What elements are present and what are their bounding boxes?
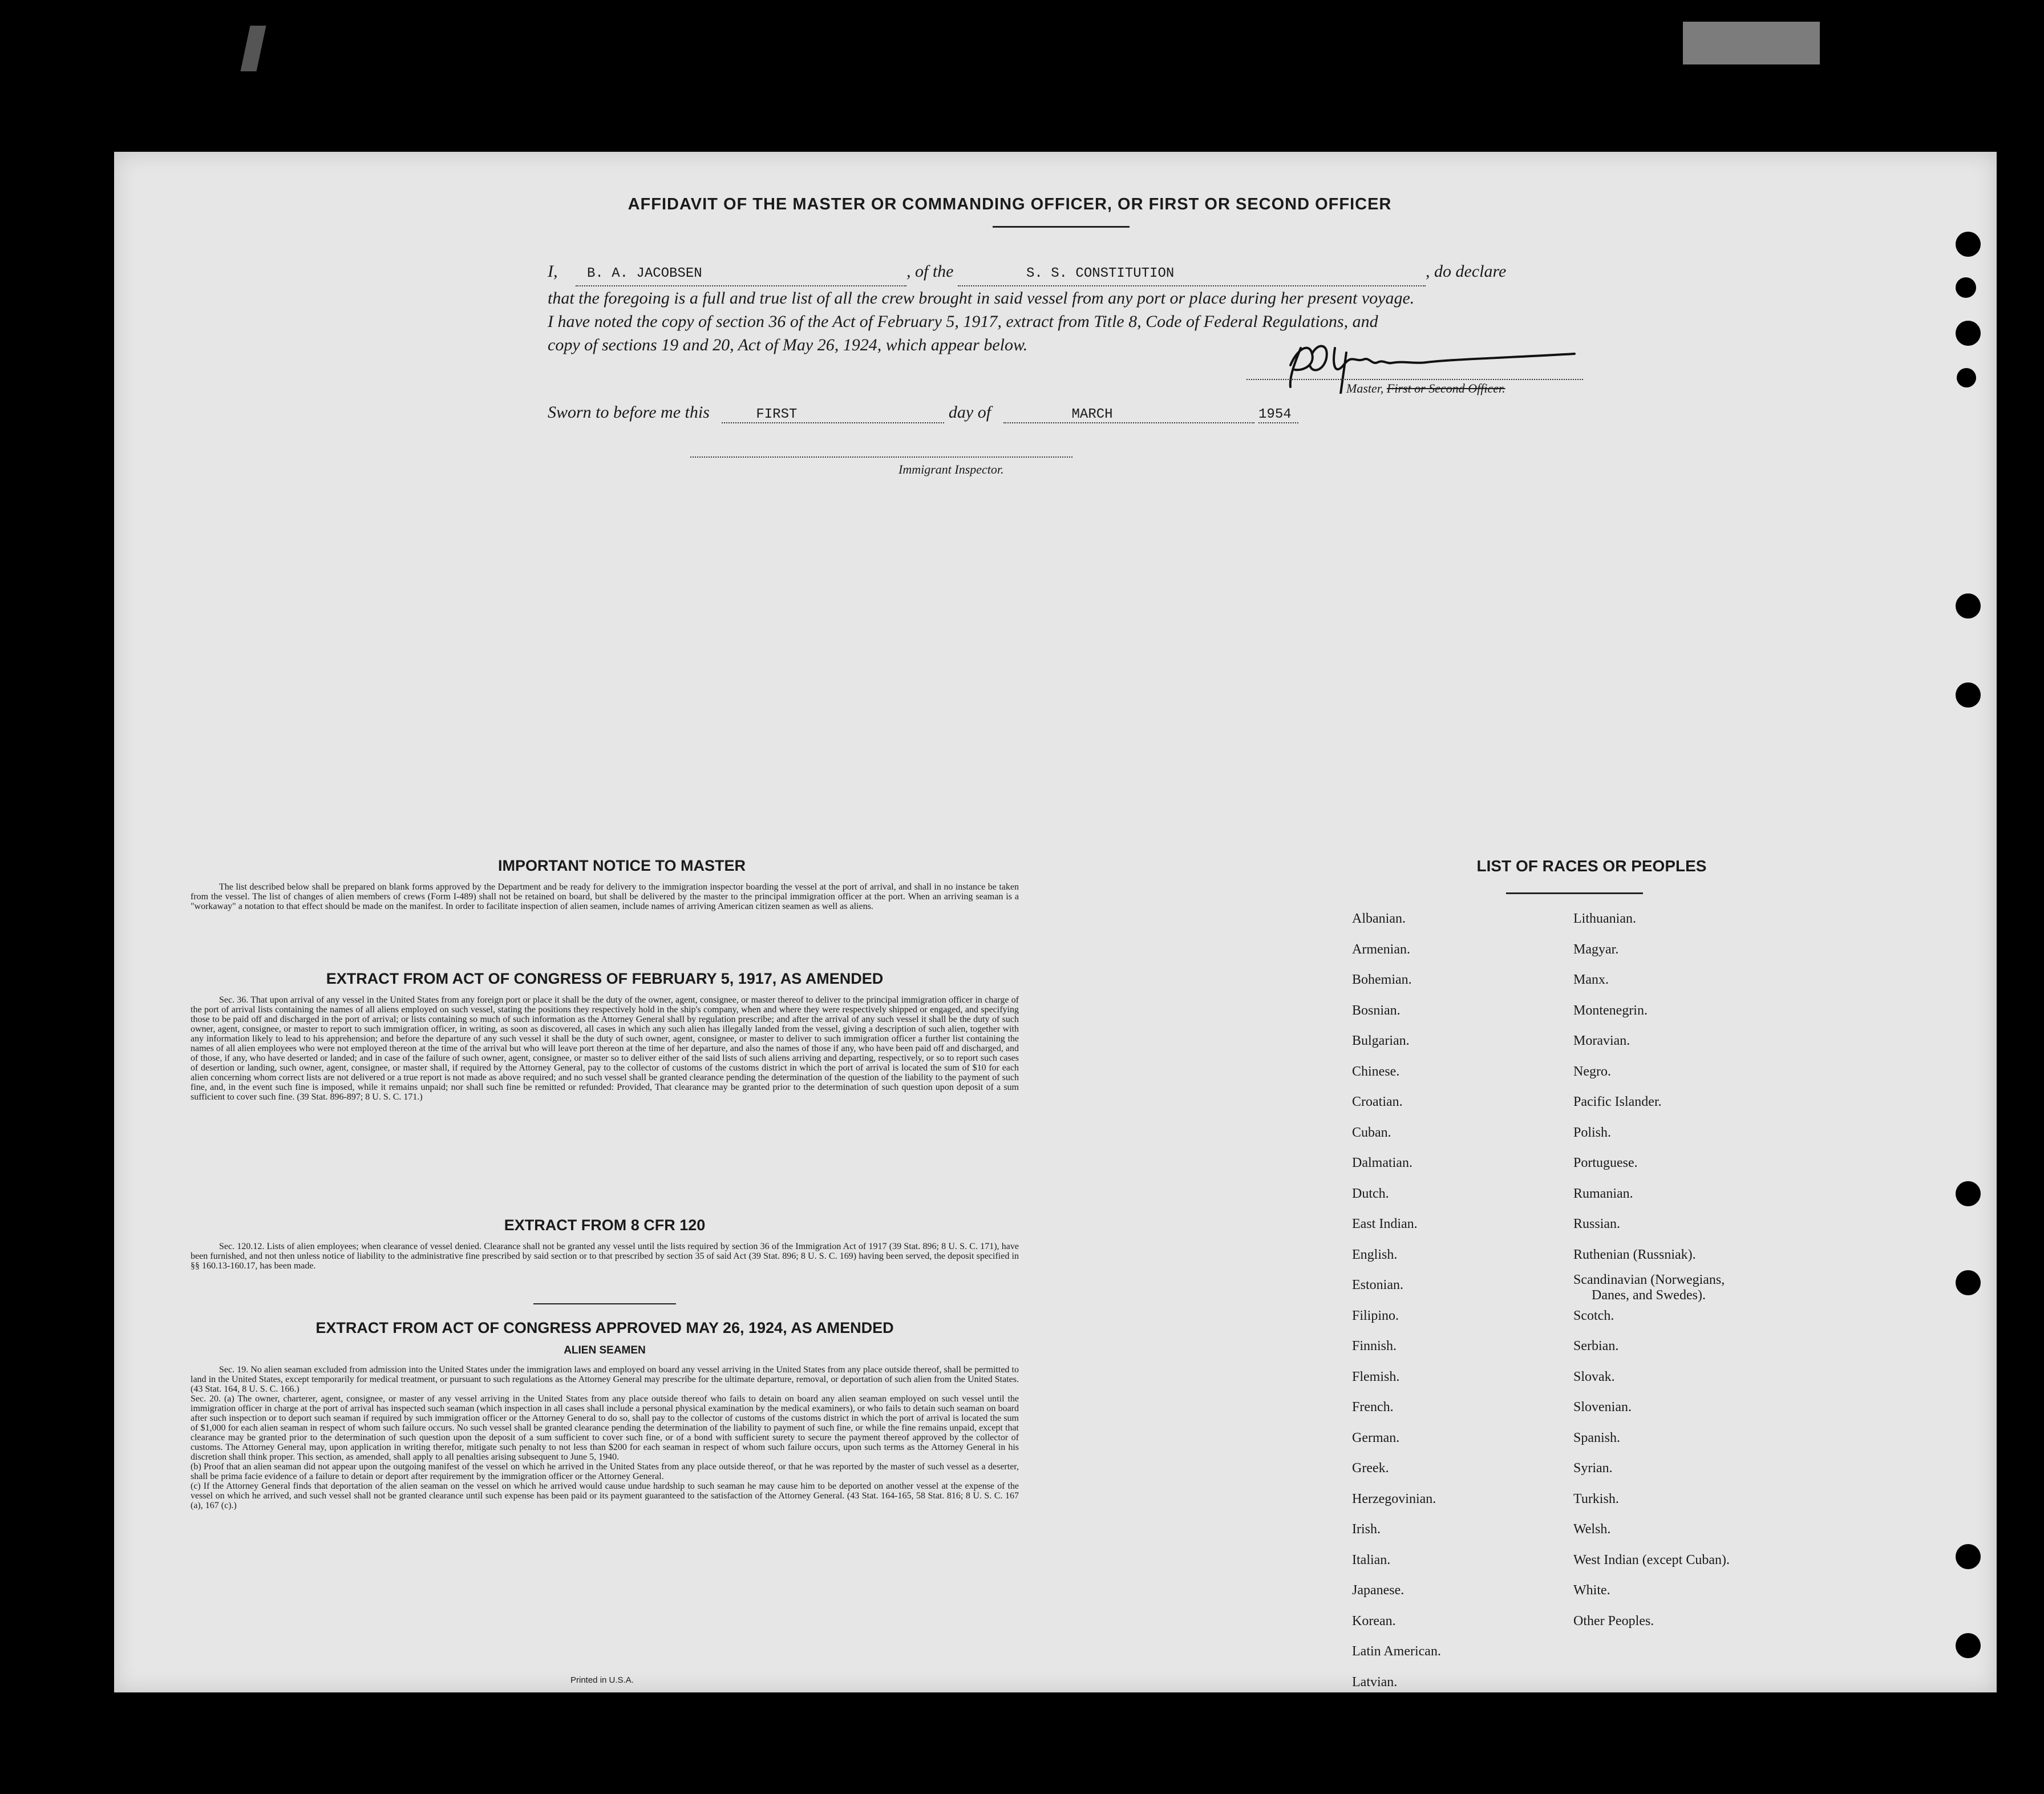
race-item: Latin American.	[1352, 1644, 1441, 1659]
race-item: Magyar.	[1573, 942, 1619, 957]
affidavit-line-2: that the foregoing is a full and true list of all the crew brought in said vessel from any port or place during her present voyage.	[548, 289, 1415, 308]
race-item: Chinese.	[1352, 1064, 1400, 1079]
race-item: Negro.	[1573, 1064, 1611, 1079]
races-left-column	[1352, 904, 1557, 1698]
extract-cfr-body: Sec. 120.12. Lists of alien employees; when clearance of vessel denied. Clearance shall not be granted any vessel until the lists required by section 36 of the Immigration Act of 1917 (39 Stat. 896; 8 U. S. C. 171), have been furnished, and not then unless notice of liability to the administrative fine prescribed by said section or to that prescribed by section 35 of said Act (39 Stat. 896; 8 U. S. C. 169) having been served, the deposit specified in §§ 160.13-160.17, has been made.	[191, 1242, 1019, 1271]
race-item: Russian.	[1573, 1217, 1621, 1231]
signature-title	[1346, 381, 1505, 396]
races-title-underline	[1506, 892, 1643, 894]
race-item: Portuguese.	[1573, 1155, 1638, 1170]
punch-hole	[1956, 232, 1981, 257]
races-right-column	[1573, 904, 1836, 1637]
punch-hole	[1956, 1633, 1981, 1658]
race-item: Armenian.	[1352, 942, 1410, 957]
torn-paper-fragment	[1683, 22, 1820, 64]
race-item: White.	[1573, 1583, 1610, 1598]
punch-hole	[1957, 368, 1976, 387]
race-item: French.	[1352, 1400, 1394, 1415]
title-underline	[993, 226, 1130, 228]
punch-hole	[1956, 277, 1976, 298]
paper-scrap	[240, 26, 266, 71]
i-label: I,	[548, 262, 558, 281]
inspector-signature-line	[690, 456, 1072, 458]
race-item: Bulgarian.	[1352, 1033, 1410, 1048]
punch-hole	[1956, 593, 1981, 619]
race-item: Manx.	[1573, 972, 1609, 987]
race-item: Cuban.	[1352, 1125, 1391, 1140]
race-item: East Indian.	[1352, 1217, 1418, 1231]
punch-hole	[1956, 1181, 1981, 1206]
affidavit-line-4: copy of sections 19 and 20, Act of May 26, 1924, which appear below.	[548, 336, 1028, 354]
section-divider	[533, 1303, 676, 1304]
race-item: Montenegrin.	[1573, 1003, 1648, 1018]
extract-1924-title: EXTRACT FROM ACT OF CONGRESS APPROVED MAY 26, 1924, AS AMENDED	[315, 1319, 894, 1336]
signature-line	[1246, 379, 1583, 380]
race-item: Polish.	[1573, 1125, 1612, 1140]
race-item: Ruthenian (Russniak).	[1573, 1247, 1696, 1262]
race-item: Flemish.	[1352, 1369, 1400, 1384]
race-item: Latvian.	[1352, 1674, 1398, 1690]
race-item: Bosnian.	[1352, 1003, 1401, 1018]
of-the-label: , of the	[906, 262, 954, 281]
race-item: Greek.	[1352, 1461, 1389, 1476]
race-item: Herzegovinian.	[1352, 1491, 1436, 1506]
race-item: Moravian.	[1573, 1033, 1630, 1048]
race-item: Lithuanian.	[1573, 911, 1636, 926]
race-item: English.	[1352, 1247, 1398, 1262]
extract-1917-body: Sec. 36. That upon arrival of any vessel in the United States from any foreign port or place it shall be the duty of the owner, agent, consignee, or master thereof to deliver to the principal immigration officer in charge of the port of arrival lists containing the names of all aliens employed on such vessel, stating the positions they respectively hold in the ship's company, when and where they were respectively shipped or engaged, and specifying those to be paid off and discharged in the port of arrival; or lists containing so much of such information as the Attorney General shall by regulation prescribe; and after the arrival of any such vessel it shall be the duty of such owner, agent, consignee, or master to report to such immigration officer, in writing, as soon as discovered, all cases in which any such alien has illegally landed from the vessel, giving a description of such alien, together with any information likely to lead to his apprehension; and before the departure of any such vessel it shall be the duty of such owner, agent, consignee, or master to deliver to such immigration officer a further list containing the names of all alien employees who were not employed thereon at the time of the arrival but who will leave port thereon at the time of her departure, and also the names of those if any, who have been paid off and discharged, and of those, if any, who have deserted or landed; and in case of the failure of such owner, agent, consignee, or master so to deliver either of the said lists of such aliens arriving and departing, respectively, or so to report such cases of desertion or landing, such owner, agent, consignee, or master shall, if required by the Attorney General, pay to the collector of customs of the customs district in which the port of arrival is located the sum of $10 for each alien concerning whom correct lists are not delivered or a true report is not made as above required; and no such vessel shall be granted clearance pending the determination of the question of the liability to the payment of such fine, and, in the event such fine is imposed, while it remains unpaid; nor shall such fine be remitted or refunded: Provided, That clearance may be granted prior to the determination of such question upon deposit of a sum sufficient to cover such fine. (39 Stat. 896-897; 8 U. S. C. 171.)	[191, 995, 1019, 1102]
race-item: Irish.	[1352, 1522, 1381, 1537]
race-item: Korean.	[1352, 1613, 1396, 1629]
race-item: Bohemian.	[1352, 972, 1412, 987]
race-item: Filipino.	[1352, 1308, 1399, 1323]
struck-officer-label: First or Second Officer.	[1386, 381, 1505, 395]
inspector-label: Immigrant Inspector.	[898, 462, 1004, 476]
punch-hole	[1956, 321, 1981, 346]
punch-hole	[1956, 1544, 1981, 1569]
race-item: Scotch.	[1573, 1308, 1614, 1323]
race-item: Dalmatian.	[1352, 1155, 1412, 1170]
sworn-label: Sworn to before me this	[548, 403, 710, 422]
sworn-line	[548, 403, 1298, 423]
sworn-month-field: MARCH	[1003, 407, 1254, 423]
vessel-name-field: S. S. CONSTITUTION	[958, 262, 1426, 286]
race-item: Pacific Islander.	[1573, 1094, 1662, 1109]
races-title: LIST OF RACES OR PEOPLES	[1476, 857, 1707, 875]
extract-1917-title: EXTRACT FROM ACT OF CONGRESS OF FEBRUARY 5, 1917, AS AMENDED	[326, 970, 884, 987]
race-item: Slovenian.	[1573, 1400, 1632, 1415]
race-item: Japanese.	[1352, 1583, 1405, 1598]
printed-in-usa: Printed in U.S.A.	[570, 1675, 634, 1685]
race-item: Turkish.	[1573, 1491, 1619, 1506]
race-item: Dutch.	[1352, 1186, 1389, 1201]
race-item: Finnish.	[1352, 1339, 1397, 1353]
notice-body: The list described below shall be prepared on blank forms approved by the Department and be ready for delivery to the immigration inspector boarding the vessel at the port of arrival, and shall in no instance be taken from the vessel. The list of changes of alien members of crews (Form I-489) shall not be retained on board, but shall be delivered by the master to the principal immigration officer at the port. When an arriving seaman is a "workaway" a notation to that effect should be made on the manifest. In order to facilitate inspection of alien seamen, include names of arriving American citizen seamen as well as aliens.	[191, 882, 1019, 911]
master-name-field: B. A. JACOBSEN	[576, 262, 906, 286]
affidavit-line-3: I have noted the copy of section 36 of the Act of February 5, 1917, extract from Title 8, Code of Federal Regulations, and	[548, 312, 1378, 331]
punch-hole	[1956, 1270, 1981, 1295]
race-item: Croatian.	[1352, 1094, 1403, 1109]
race-item: Welsh.	[1573, 1522, 1611, 1537]
sworn-day-field: FIRST	[722, 407, 944, 423]
race-item: Syrian.	[1573, 1461, 1613, 1476]
race-item: West Indian (except Cuban).	[1573, 1552, 1730, 1567]
affidavit-title: AFFIDAVIT OF THE MASTER OR COMMANDING OFFICER, OR FIRST OR SECOND OFFICER	[628, 195, 1392, 213]
race-item: German.	[1352, 1430, 1400, 1445]
sworn-year-field: 1954	[1258, 407, 1298, 423]
day-of-label: day of	[948, 403, 991, 422]
extract-1924-subtitle: ALIEN SEAMEN	[564, 1344, 646, 1356]
punch-hole	[1956, 682, 1981, 708]
race-item: Albanian.	[1352, 911, 1406, 926]
race-item: Slovak.	[1573, 1369, 1615, 1384]
do-declare-label: , do declare	[1426, 262, 1507, 281]
master-label: Master,	[1346, 381, 1384, 395]
extract-1924-body: Sec. 19. No alien seaman excluded from admission into the United States under the immigration laws and employed on board any vessel arriving in the United States from any place outside thereof, shall be permitted to land in the United States, except temporarily for medical treatment, or pursuant to such regulations as the Attorney General may prescribe for the ultimate departure, removal, or deportation of such alien from the United States. (43 Stat. 164, 8 U. S. C. 166.) Sec. 20. (a) The owner, charterer, agent, consignee, or master of any vessel arriving in the United States from any place outside thereof who fails to detain on board any alien seaman employed on such vessel until the immigration officer in charge at the port of arrival has inspected such seaman (which inspection in all cases shall include a personal physical examination by the medical examiners), or who fails to detain such seaman on board after such inspection or to deport such seaman if required by such immigration officer or the Attorney General to do so, shall pay to the collector of customs of the customs district in which the port of arrival is located the sum of $1,000 for each alien seaman in respect of whom such failure occurs. No such vessel shall be granted clearance pending the determination of the liability to payment of such fine, or while the fine remains unpaid, except that clearance may be granted prior to the determination of such question upon the deposit of a sum sufficient to cover such fine, or of a bond with sufficient surety to secure the payment thereof approved by the collector of customs. The Attorney General may, upon application in writing therefor, mitigate such penalty to not less than $200 for each seaman in respect of whom such failure occurs, upon such terms as the Attorney General in his discretion shall think proper. This section, as amended, shall apply to all penalties arising subsequent to June 5, 1940. (b) Proof that an alien seaman did not appear upon the outgoing manifest of the vessel on which he arrived in the United States from any place outside thereof, or that he was reported by the master of such vessel as a deserter, shall be prima facie evidence of a failure to detain or deport after requirement by the immigration officer or the Attorney General. (c) If the Attorney General finds that deportation of the alien seaman on the vessel on which he arrived would cause undue hardship to such seaman he may cause him to be deported on another vessel at the expense of the vessel on which he arrived, and such vessel shall not be granted clearance until such expense has been paid or its payment guaranteed to the satisfaction of the Attorney General. (43 Stat. 164-165, 58 Stat. 816; 8 U. S. C. 167 (a), 167 (c).)	[191, 1365, 1019, 1510]
race-item: Scandinavian (Norwegians, Danes, and Swedes).	[1573, 1272, 1725, 1303]
race-item: Rumanian.	[1573, 1186, 1633, 1201]
race-item: Spanish.	[1573, 1430, 1621, 1445]
race-item: Other Peoples.	[1573, 1613, 1654, 1629]
affidavit-line-1	[548, 260, 1603, 286]
race-item: Serbian.	[1573, 1339, 1619, 1353]
notice-title: IMPORTANT NOTICE TO MASTER	[498, 857, 746, 874]
race-item: Italian.	[1352, 1552, 1391, 1567]
race-item: Estonian.	[1352, 1278, 1403, 1292]
extract-cfr-title: EXTRACT FROM 8 CFR 120	[504, 1217, 706, 1234]
